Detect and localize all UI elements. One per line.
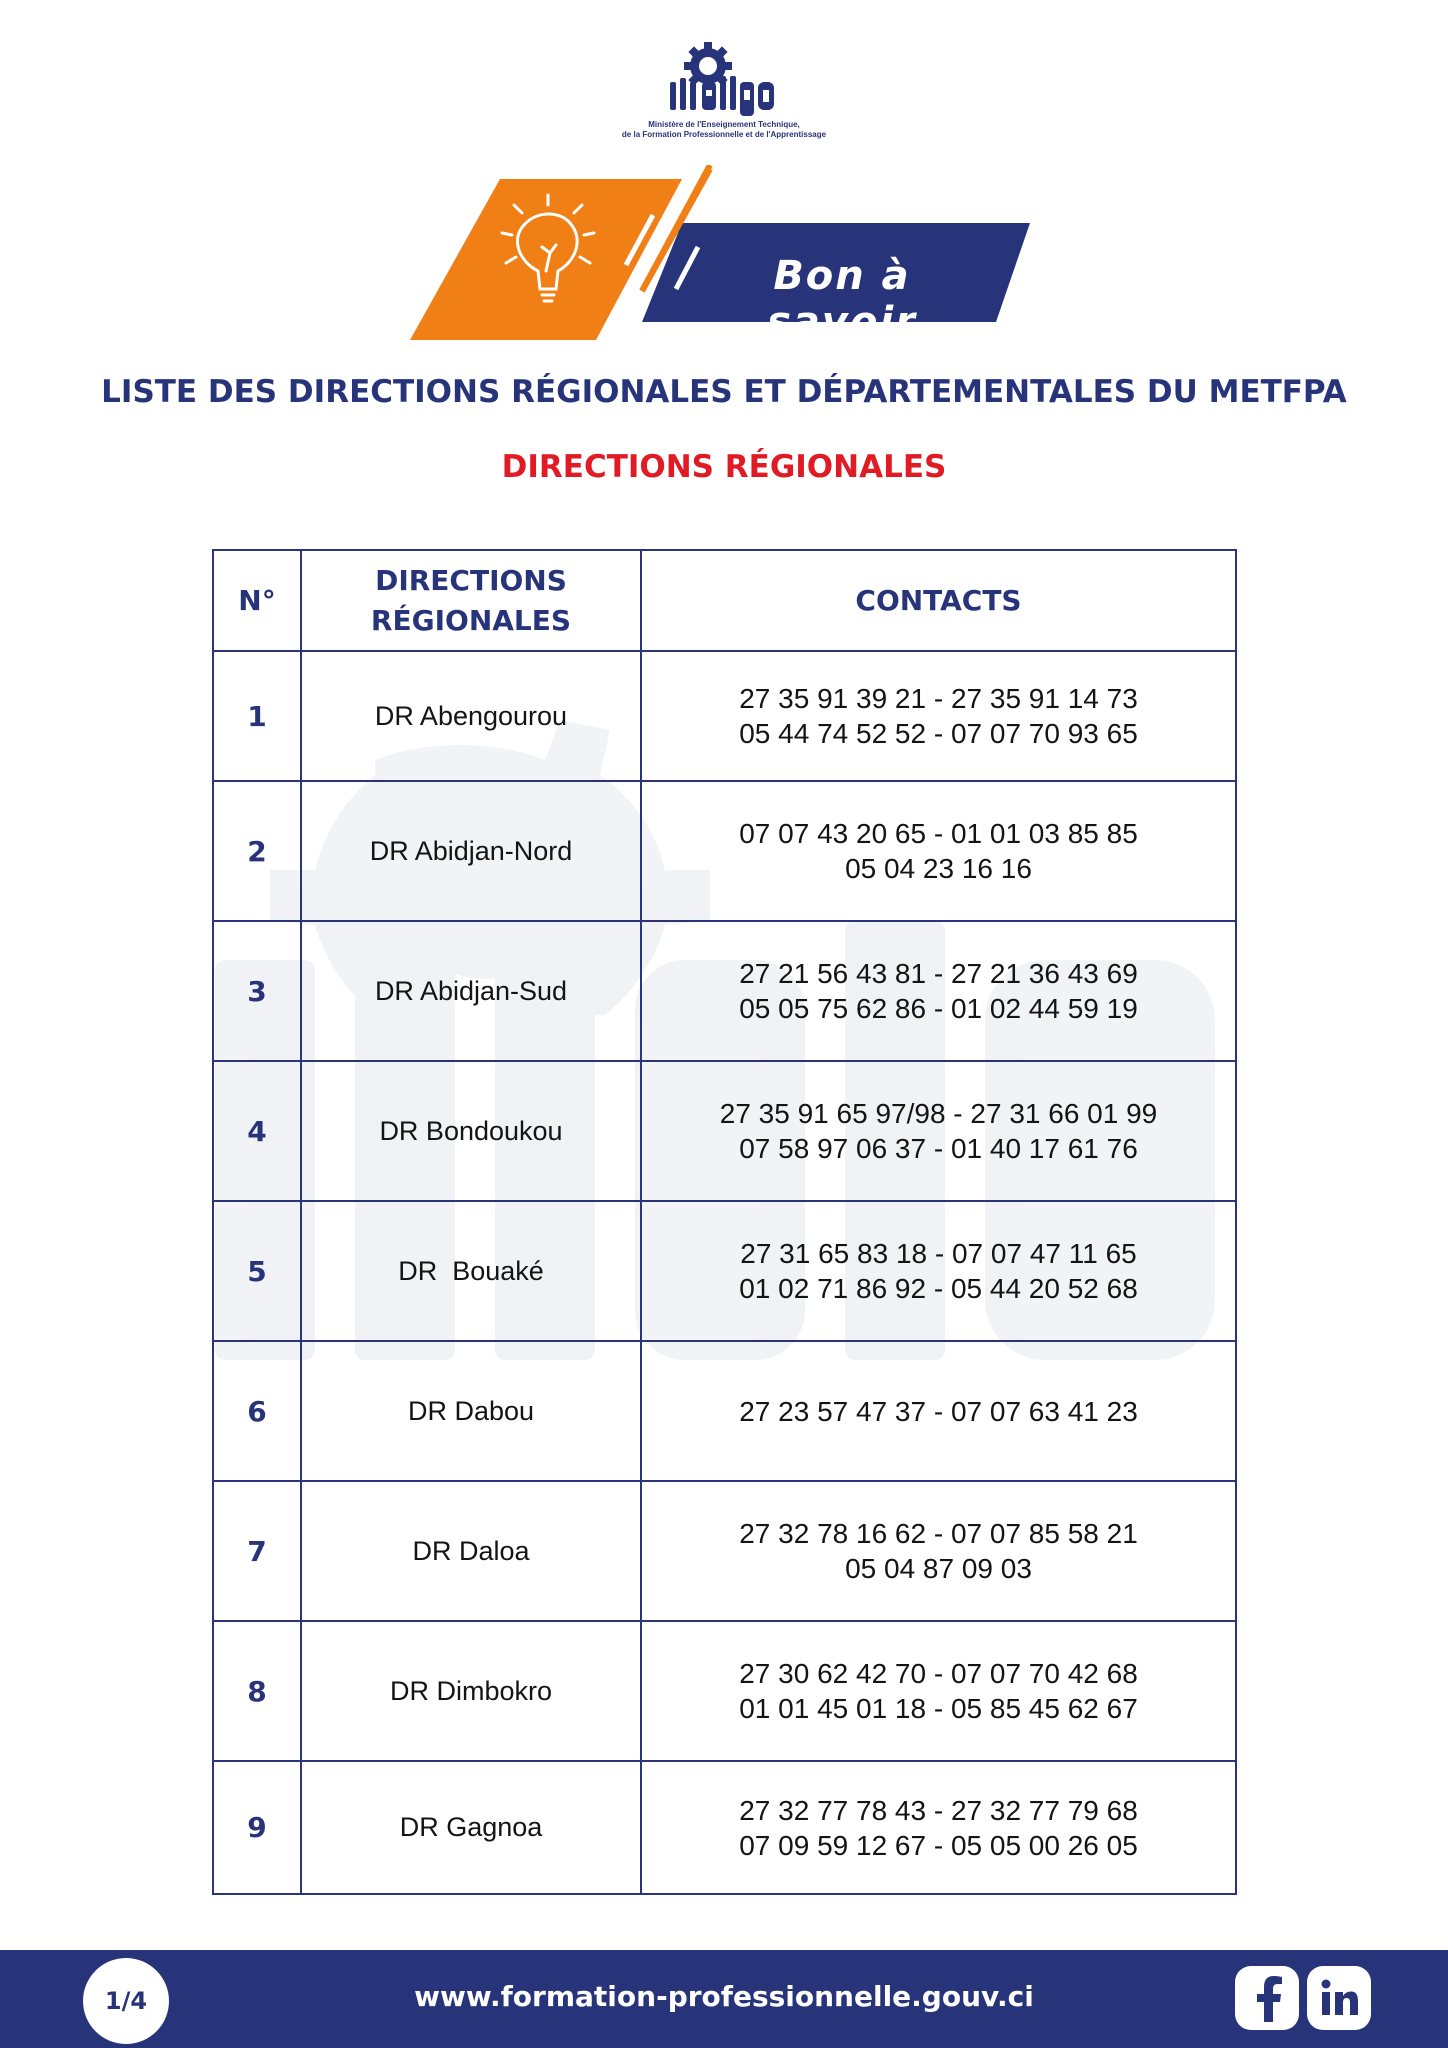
row-direction: DR Dabou	[301, 1341, 641, 1481]
table-row	[213, 1201, 1236, 1341]
contact-line: 05 04 23 16 16	[845, 853, 1032, 884]
contact-line: 07 09 59 12 67 - 05 05 00 26 05	[739, 1829, 1138, 1861]
ministry-caption	[622, 120, 826, 140]
contact-line: 05 05 75 62 86 - 01 02 44 59 19	[739, 993, 1138, 1024]
row-contacts	[641, 1621, 1236, 1761]
contact-line: 27 32 78 16 62 - 07 07 85 58 21	[739, 1518, 1138, 1549]
contact-line: 27 21 56 43 81 - 27 21 36 43 69	[739, 958, 1138, 989]
header-direction	[301, 550, 641, 651]
contact-line: 01 02 71 86 92 - 05 44 20 52 68	[739, 1273, 1138, 1304]
row-direction: DR Gagnoa	[301, 1761, 641, 1894]
row-contacts	[641, 1761, 1236, 1894]
table-row	[213, 1481, 1236, 1621]
row-contacts	[641, 1061, 1236, 1201]
header-direction-line1: DIRECTIONS	[375, 563, 567, 597]
metfpa-logo-icon	[664, 38, 784, 118]
table-row	[213, 1061, 1236, 1201]
row-num: 5	[213, 1201, 301, 1341]
banner-label: Bon à savoir	[767, 253, 917, 345]
contact-line: 05 04 87 09 03	[845, 1553, 1032, 1584]
footer-bar	[0, 1950, 1448, 2048]
contact-line: 07 58 97 06 37 - 01 40 17 61 76	[739, 1133, 1138, 1164]
ministry-logo	[0, 38, 1448, 140]
table-row	[213, 1761, 1236, 1894]
ministry-caption-line2: de la Formation Professionnelle et de l'Apprentissage	[621, 130, 827, 139]
contact-line: 27 31 65 83 18 - 07 07 47 11 65	[740, 1238, 1137, 1269]
row-num: 1	[213, 651, 301, 781]
contact-line: 07 07 43 20 65 - 01 01 03 85 85	[739, 818, 1138, 849]
contact-line: 27 23 57 47 37 - 07 07 63 41 23	[739, 1395, 1138, 1427]
facebook-glyph	[1247, 1974, 1287, 2022]
directions-table	[212, 549, 1237, 1895]
row-num: 4	[213, 1061, 301, 1201]
row-direction: DR Bouaké	[301, 1201, 641, 1341]
row-contacts	[641, 651, 1236, 781]
table-row	[213, 921, 1236, 1061]
linkedin-glyph	[1319, 1978, 1359, 2018]
contact-line: 27 32 77 78 43 - 27 32 77 79 68	[739, 1794, 1138, 1826]
row-direction: DR Daloa	[301, 1481, 641, 1621]
row-direction: DR Abidjan-Nord	[301, 781, 641, 921]
row-num: 9	[213, 1761, 301, 1894]
row-contacts	[641, 1341, 1236, 1481]
row-contacts	[641, 1481, 1236, 1621]
contact-line: 27 30 62 42 70 - 07 07 70 42 68	[739, 1658, 1138, 1689]
contact-line: 01 01 45 01 18 - 05 85 45 62 67	[739, 1693, 1138, 1724]
row-direction: DR Dimbokro	[301, 1621, 641, 1761]
table-row	[213, 651, 1236, 781]
row-direction: DR Abengourou	[301, 651, 641, 781]
row-num: 7	[213, 1481, 301, 1621]
website-link[interactable]: www.formation-professionnelle.gouv.ci	[414, 1980, 1034, 2013]
row-num: 6	[213, 1341, 301, 1481]
row-num: 8	[213, 1621, 301, 1761]
facebook-icon[interactable]	[1235, 1966, 1299, 2030]
row-num: 2	[213, 781, 301, 921]
contact-line: 05 44 74 52 52 - 07 07 70 93 65	[739, 718, 1138, 749]
table-header-row	[213, 550, 1236, 651]
header-num: N°	[213, 550, 301, 651]
row-contacts	[641, 1201, 1236, 1341]
bon-a-savoir-banner	[410, 165, 1040, 345]
row-direction: DR Bondoukou	[301, 1061, 641, 1201]
ministry-caption-line1: Ministère de l'Enseignement Technique,	[648, 120, 800, 129]
header-direction-line2: RÉGIONALES	[370, 603, 572, 637]
header-contacts: CONTACTS	[641, 550, 1236, 651]
table-row	[213, 781, 1236, 921]
page-number-badge: 1/4	[83, 1958, 169, 2044]
row-num: 3	[213, 921, 301, 1061]
page-title: LISTE DES DIRECTIONS RÉGIONALES ET DÉPARTEMENTALES DU METFPA	[101, 374, 1347, 410]
contact-line: 27 35 91 65 97/98 - 27 31 66 01 99	[719, 1098, 1158, 1129]
linkedin-icon[interactable]	[1307, 1966, 1371, 2030]
table-row	[213, 1621, 1236, 1761]
row-contacts	[641, 781, 1236, 921]
table-row	[213, 1341, 1236, 1481]
row-contacts	[641, 921, 1236, 1061]
section-subtitle: DIRECTIONS RÉGIONALES	[501, 449, 947, 485]
contact-line: 27 35 91 39 21 - 27 35 91 14 73	[739, 683, 1138, 714]
row-direction: DR Abidjan-Sud	[301, 921, 641, 1061]
